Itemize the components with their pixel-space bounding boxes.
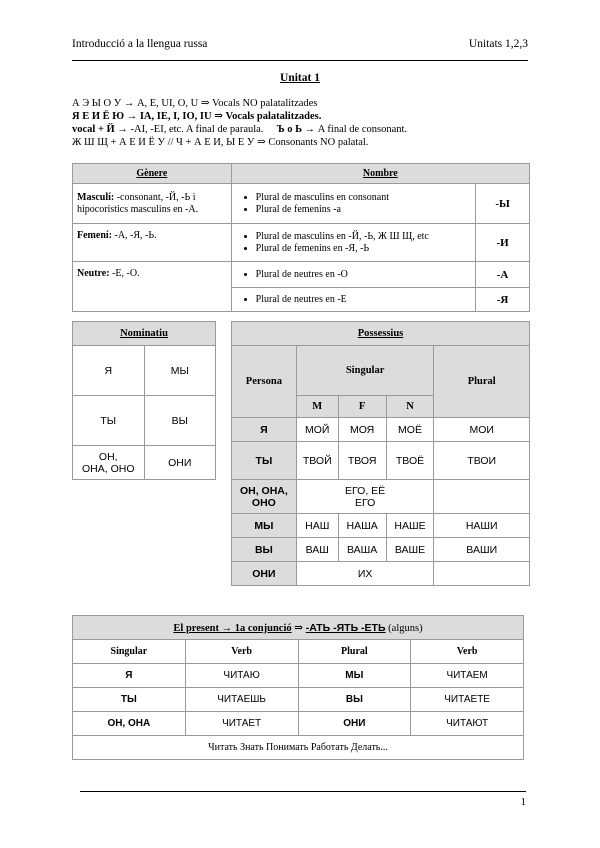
- nom-my: МЫ: [144, 346, 216, 396]
- present-chitaet: ЧИТАЕТ: [185, 712, 298, 736]
- present-chitaesh: ЧИТАЕШЬ: [185, 688, 298, 712]
- intro-line-4: Ж Ш Щ + А Е И Ё У // Ч + А Е И, Ы Е У ⇒ Consonants NO palatal.: [72, 137, 369, 148]
- poss-nashe: НАШЕ: [386, 514, 434, 538]
- possessive-table: [231, 321, 530, 586]
- nom-on: ОН, ОНА, ОНО: [73, 446, 145, 480]
- poss-vashe: ВАШЕ: [386, 538, 434, 562]
- poss-tvoy: ТВОЙ: [296, 442, 338, 480]
- poss-my: МЫ: [232, 514, 297, 538]
- present-title-note: (alguns): [385, 622, 423, 634]
- intro-line-1: А Э Ы О У → A, E, UI, O, U ⇒ Vocals NO palatalitzades: [72, 98, 318, 109]
- poss-ego: ЕГО, ЕЁ ЕГО: [296, 480, 434, 514]
- poss-ya: Я: [232, 418, 297, 442]
- poss-nashi: НАШИ: [434, 514, 530, 538]
- present-vy: ВЫ: [298, 688, 411, 712]
- number-header: Nombre: [231, 164, 529, 184]
- fem-bullet-2: • Plural de femenins en -Я, -Ь: [256, 243, 471, 255]
- fem-label: Femení:: [77, 230, 112, 241]
- poss-nasha: НАША: [338, 514, 386, 538]
- present-ty: ТЫ: [73, 688, 186, 712]
- neut-ending-2: -Я: [476, 288, 530, 312]
- present-title-arrow: ⇒: [291, 622, 306, 634]
- intro-vocal-text: → -AI, -EI, etc. A final de paraula.: [114, 124, 264, 135]
- col-m: M: [296, 396, 338, 418]
- poss-moy: МОЙ: [296, 418, 338, 442]
- gender-table: [72, 163, 530, 312]
- present-h-verb-1: Verb: [185, 640, 298, 664]
- col-f: F: [338, 396, 386, 418]
- header-left: Introducció a la llengua russa: [72, 38, 208, 50]
- poss-moya: МОЯ: [338, 418, 386, 442]
- neut-text: -Е, -О.: [109, 268, 140, 279]
- fem-plural-cell: [231, 224, 475, 262]
- nominative-title: Nominatiu: [73, 322, 216, 346]
- masc-label: Masculí:: [77, 191, 115, 203]
- nominative-table: [72, 321, 216, 480]
- present-chitaete: ЧИТАЕТЕ: [411, 688, 524, 712]
- nom-ya: Я: [73, 346, 145, 396]
- poss-moi: МОИ: [434, 418, 530, 442]
- intro-block: [72, 97, 532, 149]
- present-my: МЫ: [298, 664, 411, 688]
- poss-on-plural-empty: [434, 480, 530, 514]
- fem-bullet-1: • Plural de masculins en -Й, -Ь, Ж Ш Щ, etc: [256, 231, 471, 243]
- poss-vasha: ВАША: [338, 538, 386, 562]
- neut-bullet-2: • Plural de neutres en -Е: [256, 294, 471, 306]
- col-n: N: [386, 396, 434, 418]
- page-number: 1: [520, 796, 526, 808]
- present-ya: Я: [73, 664, 186, 688]
- present-table: [72, 615, 524, 760]
- masc-cell: [73, 184, 232, 224]
- header-rule: [72, 60, 528, 61]
- col-plural: Plural: [434, 346, 530, 418]
- poss-oni-plural-empty: [434, 562, 530, 586]
- intro-sign-label: Ъ o Ь: [276, 124, 303, 135]
- neut-plural-cell-1: [231, 262, 475, 288]
- poss-vy: ВЫ: [232, 538, 297, 562]
- masc-ending: -Ы: [476, 184, 530, 224]
- intro-vocal-label: vocal + Й: [72, 124, 115, 135]
- header-right: Unitats 1,2,3: [468, 38, 528, 50]
- poss-on: ОН, ОНА, ОНО: [232, 480, 297, 514]
- neut-label: Neutre:: [77, 268, 110, 279]
- poss-tvoya: ТВОЯ: [338, 442, 386, 480]
- footer-rule: [80, 791, 526, 792]
- col-singular: Singular: [296, 346, 434, 396]
- nom-oni: ОНИ: [144, 446, 216, 480]
- col-persona: Persona: [232, 346, 297, 418]
- present-title-endings: -АТЬ -ЯТЬ -ЕТЬ: [305, 621, 386, 634]
- masc-bullet-2: • Plural de femenins -a: [256, 204, 471, 216]
- poss-vashi: ВАШИ: [434, 538, 530, 562]
- possessive-title: Possessius: [232, 322, 530, 346]
- present-chitayut: ЧИТАЮТ: [411, 712, 524, 736]
- neut-bullet-1: • Plural de neutres en -О: [256, 269, 471, 281]
- intro-line-2: Я Е И Ё Ю → IA, IE, I, IO, IU ⇒ Vocals palatalitzades.: [72, 111, 322, 122]
- present-h-plural: Plural: [298, 640, 411, 664]
- present-chitayu: ЧИТАЮ: [185, 664, 298, 688]
- neut-cell: [73, 262, 232, 312]
- present-on: ОН, ОНА: [73, 712, 186, 736]
- intro-sign-text: → A final de consonant.: [302, 124, 408, 135]
- intro-line-3: [72, 123, 532, 136]
- fem-cell: [73, 224, 232, 262]
- poss-nash: НАШ: [296, 514, 338, 538]
- masc-plural-cell: [231, 184, 475, 224]
- gender-header: Gènere: [73, 164, 232, 184]
- poss-tvoyo: ТВОЁ: [386, 442, 434, 480]
- poss-moyo: МОЁ: [386, 418, 434, 442]
- nom-ty: ТЫ: [73, 396, 145, 446]
- present-h-singular: Singular: [73, 640, 186, 664]
- fem-text: -А, -Я, -Ь.: [112, 230, 157, 241]
- present-title: [73, 616, 524, 640]
- fem-ending: -И: [476, 224, 530, 262]
- poss-ikh: ИХ: [296, 562, 434, 586]
- masc-text: -consonant, -Й, -Ь i hipocorístics masculins en -А.: [77, 191, 199, 215]
- poss-oni: ОНИ: [232, 562, 297, 586]
- poss-vash: ВАШ: [296, 538, 338, 562]
- poss-tvoi: ТВОИ: [434, 442, 530, 480]
- present-chitaem: ЧИТАЕМ: [411, 664, 524, 688]
- present-h-verb-2: Verb: [411, 640, 524, 664]
- poss-ty: ТЫ: [232, 442, 297, 480]
- neut-ending-1: -А: [476, 262, 530, 288]
- unit-title: Unitat 1: [280, 72, 320, 84]
- masc-bullet-1: • Plural de masculins en consonant: [256, 192, 471, 204]
- present-oni: ОНИ: [298, 712, 411, 736]
- nom-vy: ВЫ: [144, 396, 216, 446]
- present-title-main: El present → 1a conjunció: [173, 622, 292, 634]
- present-verb-list: Читать Знать Понимать Работать Делать...: [73, 736, 524, 760]
- neut-plural-cell-2: [231, 288, 475, 312]
